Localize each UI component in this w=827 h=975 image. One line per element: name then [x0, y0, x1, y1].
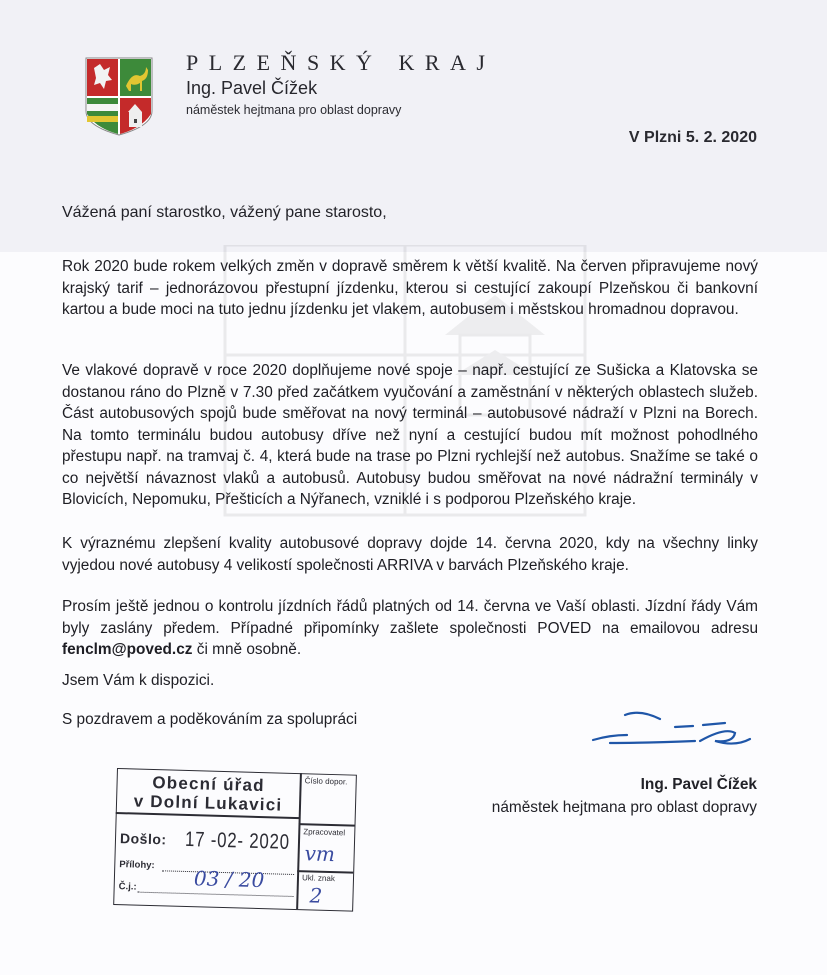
stamp-label-cj: Č.j.: [118, 881, 137, 893]
stamp-label-ukl-znak: Ukl. znak [301, 873, 336, 884]
handwritten-zpracovatel-value: vm [304, 841, 336, 867]
stamp-label-cislo-dopor: Číslo dopor. [304, 776, 348, 787]
signatory-name: Ing. Pavel Čížek [640, 776, 757, 793]
stamp-office-line-2: v Dolní Lukavici [133, 791, 283, 815]
received-stamp [113, 768, 357, 912]
closing-availability: Jsem Vám k dispozici. [62, 672, 215, 689]
handwritten-signature-icon [585, 705, 755, 755]
handwritten-ukl-znak-value: 2 [309, 883, 323, 908]
header-person-name: Ing. Pavel Čížek [186, 78, 318, 98]
salutation: Vážená paní starostko, vážený pane starosto, [62, 204, 387, 221]
paragraph-timetable-check [62, 596, 758, 661]
paragraph-tariff: Rok 2020 bude rokem velkých změn v dopravě směrem k větší kvalitě. Na červen připravujeme nový krajský tarif – jednorázovou přestupní jízdenku, kterou si cestující zakoupí Plzeňskou či bankovní kartou a bude moci na tuto jednu jízdenku jet vlakem, autobusem i městskou hromadnou dopravou. [62, 258, 758, 318]
signatory-role: náměstek hejtmana pro oblast dopravy [491, 799, 757, 816]
stamp-label-prilohy: Přílohy: [119, 859, 155, 872]
handwritten-cj-value: 03 / 20 [193, 866, 265, 893]
paragraph-text: či mně osobně. [192, 641, 302, 658]
email-link[interactable]: fenclm@poved.cz [62, 641, 193, 658]
paragraph-new-buses: K výraznému zlepšení kvality autobusové dopravy dojde 14. června 2020, kdy na všechny linky vyjedou nové autobusy 4 velikostí společnosti ARRIVA v barvách Plzeňského kraje. [62, 535, 758, 574]
stamp-label-doslo: Došlo: [119, 830, 167, 848]
stamp-office-line-1: Obecní úřad [152, 772, 266, 796]
paragraph-text: Prosím ještě jednou o kontrolu jízdních řádů platných od 14. června ve Vaší oblasti. Jízdní řády Vám byly zaslány předem. Případné připomínky zašlete společnosti POVED na emailovou adresu [62, 598, 758, 637]
stamp-received-date: 17 -02- 2020 [184, 827, 291, 854]
organization-name: PLZEŇSKÝ KRAJ [186, 50, 496, 75]
closing-greeting: S pozdravem a poděkováním za spolupráci [62, 711, 358, 728]
coat-of-arms-icon [84, 56, 154, 136]
stamp-label-zpracovatel: Zpracovatel [303, 827, 346, 838]
header-person-role: náměstek hejtmana pro oblast dopravy [186, 103, 402, 117]
place-date: V Plzni 5. 2. 2020 [628, 129, 757, 146]
paragraph-train-bus-connections: Ve vlakové dopravě v roce 2020 doplňujeme nové spoje – např. cestující ze Sušicka a Klatovska se dostanou ráno do Plzně v 7.30 před začátkem vyučování a zaměstnání v některých oblastech služeb. Část autobusových spojů bude směřovat na nový terminál – autobusové nádraží v Plzni na Borech. Na tomto terminálu budou autobusy dříve než nyní a cestující budou mít možnost pohodlného přestupu např. na tramvaj č. 4, která bude na trase po Plzni rychlejší než autobus. Snažíme se také o co největší návaznost vlaků a autobusů. Autobusy budou směřovat na nové nádražní terminály v Blovicích, Nepomuku, Přešticích a Nýřanech, vzniklé i s podporou Plzeňského kraje. [62, 362, 758, 508]
